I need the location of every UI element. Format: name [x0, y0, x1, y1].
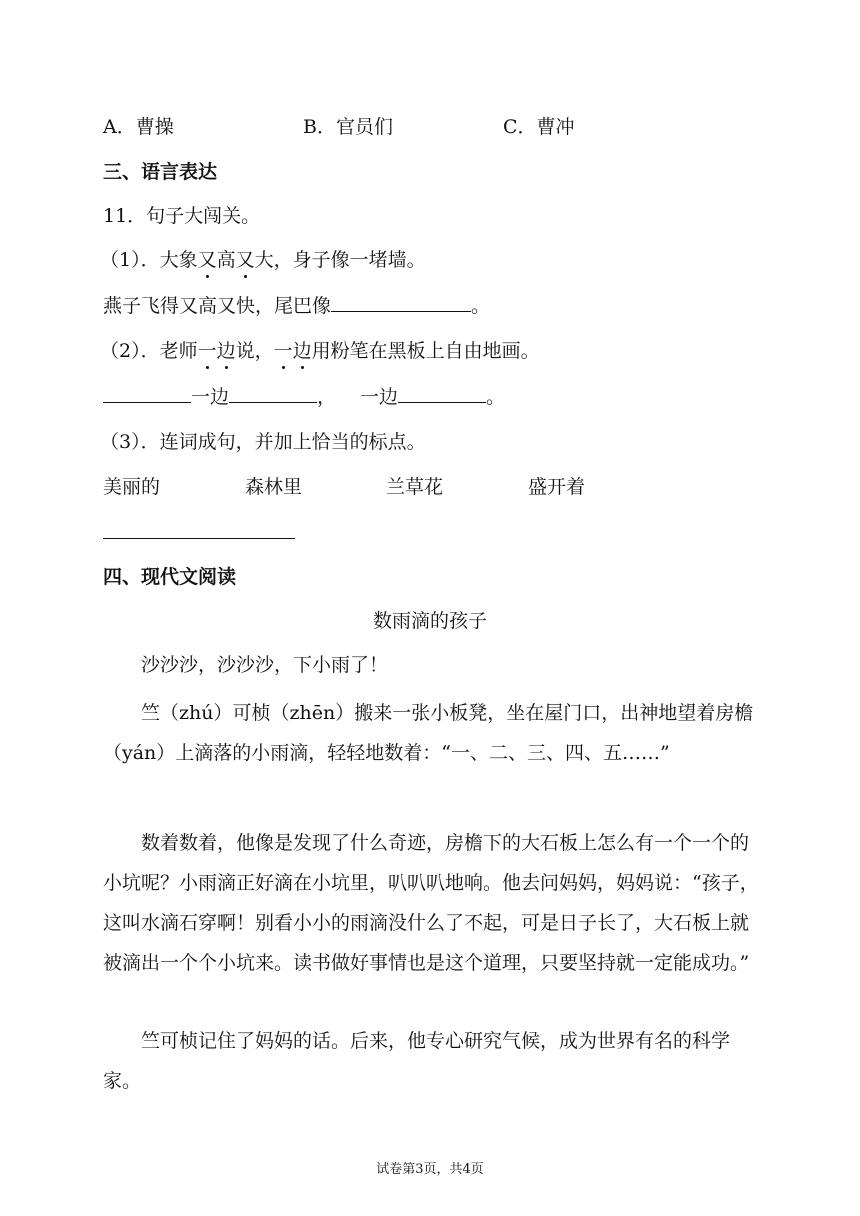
story-paragraph-3: 数着数着，他像是发现了什么奇迹，房檐下的大石板上怎么有一个一个的小坑呢？小雨滴正好滴在小坑里，叭叭叭地响。他去问妈妈，妈妈说：“孩子，这叫水滴石穿啊！别看小小的雨滴没什么了不起，可是日子长了，大石板上就被滴出一个个小坑来。读书做好事情也是这个道理，只要坚持就一定能成功。”	[103, 832, 759, 974]
answer-blank[interactable]	[103, 384, 191, 403]
story-paragraph-4: 竺可桢记住了妈妈的话。后来，他专心研究气候，成为世界有名的科学家。	[103, 1030, 731, 1092]
question-11-part-1-fill: 燕子飞得又高又快，尾巴像 。	[103, 295, 491, 317]
story-paragraph-1: 沙沙沙，沙沙沙，下小雨了！	[141, 654, 389, 676]
answer-blank[interactable]	[229, 384, 317, 403]
option-c: C．曹冲	[503, 116, 575, 138]
question-11-part-3: （3）．连词成句，并加上恰当的标点。	[100, 431, 426, 453]
word-2: 森林里	[245, 476, 303, 498]
option-a: A．曹操	[103, 116, 174, 138]
word-1: 美丽的	[103, 476, 161, 498]
section-3-title: 三、语言表达	[103, 161, 218, 183]
story-title: 数雨滴的孩子	[372, 610, 487, 632]
page-footer: 试卷第3页，共4页	[376, 1162, 484, 1177]
answer-blank[interactable]	[398, 384, 486, 403]
answer-blank[interactable]	[331, 293, 471, 312]
section-4-title: 四、现代文阅读	[103, 566, 237, 588]
answer-line[interactable]	[103, 538, 295, 539]
question-11-part-1: （1）．大象又高又大，身子像一堵墙。	[100, 246, 426, 274]
question-11-stem: 11．句子大闯关。	[103, 205, 261, 227]
story-paragraph-2: 竺（zhú）可桢（zhēn）搬来一张小板凳，坐在屋门口，出神地望着房檐（yán）上滴落的小雨滴，轻轻地数着：“一、二、三、四、五……”	[103, 702, 754, 764]
option-b: B．官员们	[303, 116, 393, 138]
word-3: 兰草花	[386, 476, 444, 498]
question-11-part-2: （2）．老师一边说，一边用粉笔在黑板上自由地画。	[100, 337, 540, 365]
question-11-part-2-fill: 一边 ， 一边 。	[103, 383, 505, 411]
word-4: 盛开着	[528, 476, 586, 498]
